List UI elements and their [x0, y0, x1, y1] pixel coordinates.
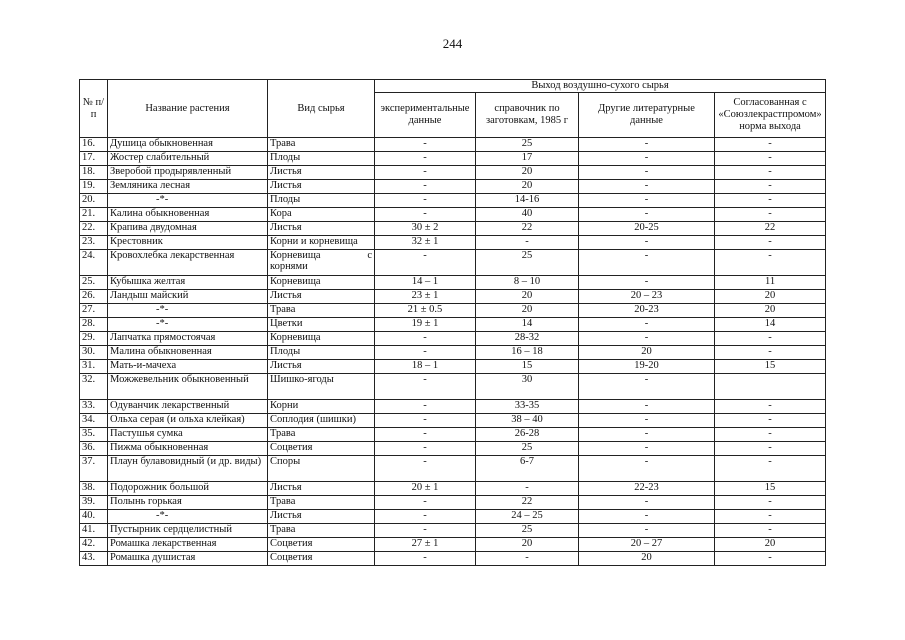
raw-material-type: Трава — [268, 138, 375, 152]
approved-norm-value: 20 — [715, 290, 826, 304]
reference-value: 20 — [476, 304, 579, 318]
experimental-value: - — [375, 510, 476, 524]
literature-value: - — [579, 152, 715, 166]
reference-value: 26-28 — [476, 428, 579, 442]
reference-value: 25 — [476, 250, 579, 276]
approved-norm-value: - — [715, 250, 826, 276]
row-number: 27. — [80, 304, 108, 318]
reference-value: 14-16 — [476, 194, 579, 208]
header-other-literature: Другие литературные данные — [579, 93, 715, 138]
approved-norm-value: - — [715, 442, 826, 456]
plant-name: Плаун булавовидный (и др. виды) — [108, 456, 268, 482]
table-row — [80, 208, 826, 222]
experimental-value: 19 ± 1 — [375, 318, 476, 332]
raw-material-type: Корни и корневища — [268, 236, 375, 250]
table-row — [80, 428, 826, 442]
table-row — [80, 442, 826, 456]
reference-value: 15 — [476, 360, 579, 374]
raw-material-type: Листья — [268, 290, 375, 304]
raw-material-type: Трава — [268, 428, 375, 442]
raw-material-type: Кора — [268, 208, 375, 222]
literature-value: 20 – 23 — [579, 290, 715, 304]
raw-material-type: Плоды — [268, 152, 375, 166]
reference-value: 33-35 — [476, 400, 579, 414]
reference-value: 25 — [476, 138, 579, 152]
row-number: 43. — [80, 552, 108, 566]
literature-value: - — [579, 166, 715, 180]
table-row — [80, 152, 826, 166]
approved-norm-value: 22 — [715, 222, 826, 236]
header-plant-name: Название растения — [108, 80, 268, 138]
reference-value: 14 — [476, 318, 579, 332]
table-row — [80, 304, 826, 318]
plant-name: Земляника лесная — [108, 180, 268, 194]
raw-material-type: Соплодия (шишки) — [268, 414, 375, 428]
raw-material-type-part: с — [367, 250, 372, 261]
approved-norm-value: - — [715, 194, 826, 208]
experimental-value: - — [375, 400, 476, 414]
experimental-value: - — [375, 332, 476, 346]
row-number: 24. — [80, 250, 108, 276]
header-experimental: экспериментальные данные — [375, 93, 476, 138]
reference-value: 20 — [476, 290, 579, 304]
reference-value: 20 — [476, 180, 579, 194]
approved-norm-value: - — [715, 236, 826, 250]
literature-value: - — [579, 428, 715, 442]
raw-material-type: Листья — [268, 510, 375, 524]
row-number: 33. — [80, 400, 108, 414]
literature-value: 20-25 — [579, 222, 715, 236]
table-row — [80, 194, 826, 208]
table-row — [80, 290, 826, 304]
reference-value: 24 – 25 — [476, 510, 579, 524]
reference-value: 25 — [476, 442, 579, 456]
experimental-value: - — [375, 428, 476, 442]
experimental-value: - — [375, 552, 476, 566]
reference-value: - — [476, 236, 579, 250]
literature-value: - — [579, 180, 715, 194]
approved-norm-value: 20 — [715, 538, 826, 552]
reference-value: 40 — [476, 208, 579, 222]
row-number: 19. — [80, 180, 108, 194]
literature-value: 22-23 — [579, 482, 715, 496]
page-number: 244 — [442, 36, 463, 51]
reference-value: 8 – 10 — [476, 276, 579, 290]
raw-material-type: Шишко-ягоды — [268, 374, 375, 400]
raw-material-type: Соцветия — [268, 538, 375, 552]
row-number: 38. — [80, 482, 108, 496]
experimental-value: - — [375, 346, 476, 360]
approved-norm-value: 15 — [715, 360, 826, 374]
reference-value: 16 – 18 — [476, 346, 579, 360]
literature-value: - — [579, 442, 715, 456]
row-number: 26. — [80, 290, 108, 304]
literature-value: 20-23 — [579, 304, 715, 318]
raw-material-type: Листья — [268, 222, 375, 236]
experimental-value: - — [375, 456, 476, 482]
literature-value: - — [579, 510, 715, 524]
plant-name: Мать-и-мачеха — [108, 360, 268, 374]
approved-norm-value: - — [715, 456, 826, 482]
reference-value: 22 — [476, 496, 579, 510]
plant-name: -*- — [108, 194, 268, 208]
reference-value: 20 — [476, 166, 579, 180]
experimental-value: - — [375, 208, 476, 222]
approved-norm-value: - — [715, 166, 826, 180]
reference-value: 25 — [476, 524, 579, 538]
experimental-value: 27 ± 1 — [375, 538, 476, 552]
approved-norm-value: - — [715, 496, 826, 510]
raw-material-type: Соцветия — [268, 442, 375, 456]
table-row — [80, 332, 826, 346]
approved-norm-value: - — [715, 552, 826, 566]
table-row — [80, 482, 826, 496]
raw-material-type: Корневища — [268, 332, 375, 346]
experimental-value: - — [375, 250, 476, 276]
experimental-value: - — [375, 496, 476, 510]
experimental-value: - — [375, 374, 476, 400]
row-number: 35. — [80, 428, 108, 442]
header-number: № п/п — [80, 80, 108, 138]
experimental-value: - — [375, 524, 476, 538]
plant-name: Ландыш майский — [108, 290, 268, 304]
reference-value: 22 — [476, 222, 579, 236]
plant-name: Пижма обыкновенная — [108, 442, 268, 456]
plant-name: Пустырник сердцелистный — [108, 524, 268, 538]
reference-value: - — [476, 552, 579, 566]
experimental-value: - — [375, 194, 476, 208]
plant-name: Крестовник — [108, 236, 268, 250]
literature-value: - — [579, 332, 715, 346]
approved-norm-value: - — [715, 332, 826, 346]
plant-name: Крапива двудомная — [108, 222, 268, 236]
approved-norm-value: - — [715, 180, 826, 194]
table-row — [80, 524, 826, 538]
raw-material-yield-table — [79, 79, 826, 566]
literature-value: - — [579, 456, 715, 482]
raw-material-type: Плоды — [268, 346, 375, 360]
experimental-value: - — [375, 180, 476, 194]
table-row — [80, 222, 826, 236]
experimental-value: - — [375, 138, 476, 152]
row-number: 28. — [80, 318, 108, 332]
reference-value: 17 — [476, 152, 579, 166]
raw-material-type: Трава — [268, 496, 375, 510]
literature-value: - — [579, 194, 715, 208]
literature-value: 20 — [579, 346, 715, 360]
experimental-value: - — [375, 166, 476, 180]
reference-value: 38 – 40 — [476, 414, 579, 428]
table-row — [80, 510, 826, 524]
plant-name: Подорожник большой — [108, 482, 268, 496]
plant-name: Кровохлебка лекарственная — [108, 250, 268, 276]
reference-value: 6-7 — [476, 456, 579, 482]
raw-material-type-part: Корневища — [270, 250, 321, 261]
row-number: 20. — [80, 194, 108, 208]
plant-name: Душица обыкновенная — [108, 138, 268, 152]
approved-norm-value: - — [715, 208, 826, 222]
row-number: 31. — [80, 360, 108, 374]
plant-name: Полынь горькая — [108, 496, 268, 510]
raw-material-type: Плоды — [268, 194, 375, 208]
literature-value: - — [579, 374, 715, 400]
reference-value: 30 — [476, 374, 579, 400]
approved-norm-value: - — [715, 414, 826, 428]
table-row — [80, 538, 826, 552]
experimental-value: - — [375, 442, 476, 456]
row-number: 36. — [80, 442, 108, 456]
raw-material-type — [268, 250, 375, 276]
plant-name: -*- — [108, 318, 268, 332]
row-number: 34. — [80, 414, 108, 428]
row-number: 22. — [80, 222, 108, 236]
reference-value: 20 — [476, 538, 579, 552]
raw-material-type: Листья — [268, 360, 375, 374]
row-number: 21. — [80, 208, 108, 222]
plant-name: Ромашка душистая — [108, 552, 268, 566]
raw-material-type: Трава — [268, 304, 375, 318]
approved-norm-value: - — [715, 524, 826, 538]
table-row — [80, 374, 826, 400]
approved-norm-value: - — [715, 400, 826, 414]
table-row — [80, 180, 826, 194]
plant-name: Калина обыкновенная — [108, 208, 268, 222]
table-row — [80, 276, 826, 290]
row-number: 39. — [80, 496, 108, 510]
approved-norm-value: 11 — [715, 276, 826, 290]
reference-value: - — [476, 482, 579, 496]
approved-norm-value: 20 — [715, 304, 826, 318]
experimental-value: 14 – 1 — [375, 276, 476, 290]
approved-norm-value: - — [715, 346, 826, 360]
row-number: 41. — [80, 524, 108, 538]
plant-name: Жостер слабительный — [108, 152, 268, 166]
table-row — [80, 400, 826, 414]
literature-value: 19-20 — [579, 360, 715, 374]
table-row — [80, 360, 826, 374]
literature-value: - — [579, 496, 715, 510]
row-number: 25. — [80, 276, 108, 290]
approved-norm-value: 15 — [715, 482, 826, 496]
table-row — [80, 250, 826, 276]
literature-value: - — [579, 250, 715, 276]
approved-norm-value: - — [715, 428, 826, 442]
raw-material-type-part: корнями — [270, 261, 308, 272]
approved-norm-value: 14 — [715, 318, 826, 332]
table-row — [80, 552, 826, 566]
plant-name: Малина обыкновенная — [108, 346, 268, 360]
raw-material-type: Цветки — [268, 318, 375, 332]
literature-value: - — [579, 318, 715, 332]
reference-value: 28-32 — [476, 332, 579, 346]
literature-value: - — [579, 276, 715, 290]
table-row — [80, 346, 826, 360]
plant-name: Ольха серая (и ольха клейкая) — [108, 414, 268, 428]
plant-name: -*- — [108, 304, 268, 318]
raw-material-type: Соцветия — [268, 552, 375, 566]
literature-value: - — [579, 208, 715, 222]
raw-material-type: Корни — [268, 400, 375, 414]
raw-material-type: Трава — [268, 524, 375, 538]
header-reference-1985: справочник по заготовкам, 1985 г — [476, 93, 579, 138]
table-row — [80, 166, 826, 180]
table-row — [80, 456, 826, 482]
row-number: 16. — [80, 138, 108, 152]
plant-name: Лапчатка прямостоячая — [108, 332, 268, 346]
row-number: 29. — [80, 332, 108, 346]
approved-norm-value: - — [715, 138, 826, 152]
raw-material-type: Споры — [268, 456, 375, 482]
table-row — [80, 318, 826, 332]
literature-value: - — [579, 524, 715, 538]
row-number: 23. — [80, 236, 108, 250]
row-number: 30. — [80, 346, 108, 360]
raw-material-type: Корневища — [268, 276, 375, 290]
literature-value: - — [579, 414, 715, 428]
raw-material-type: Листья — [268, 482, 375, 496]
experimental-value: 30 ± 2 — [375, 222, 476, 236]
literature-value: - — [579, 400, 715, 414]
plant-name: Ромашка лекарственная — [108, 538, 268, 552]
experimental-value: 18 – 1 — [375, 360, 476, 374]
plant-name: Кубышка желтая — [108, 276, 268, 290]
approved-norm-value — [715, 374, 826, 400]
header-yield-group: Выход воздушно-сухого сырья — [375, 80, 826, 93]
plant-name: -*- — [108, 510, 268, 524]
approved-norm-value: - — [715, 510, 826, 524]
plant-name: Пастушья сумка — [108, 428, 268, 442]
table-row — [80, 138, 826, 152]
table-row — [80, 414, 826, 428]
row-number: 17. — [80, 152, 108, 166]
plant-name: Можжевельник обыкновенный — [108, 374, 268, 400]
literature-value: - — [579, 236, 715, 250]
experimental-value: 32 ± 1 — [375, 236, 476, 250]
literature-value: 20 — [579, 552, 715, 566]
literature-value: - — [579, 138, 715, 152]
raw-material-type: Листья — [268, 180, 375, 194]
row-number: 32. — [80, 374, 108, 400]
header-approved-norm: Согласованная с «Союзлекрастпромом» норма выхода — [715, 93, 826, 138]
experimental-value: - — [375, 152, 476, 166]
header-raw-type: Вид сырья — [268, 80, 375, 138]
plant-name: Одуванчик лекарственный — [108, 400, 268, 414]
plant-name: Зверобой продырявленный — [108, 166, 268, 180]
table-row — [80, 236, 826, 250]
approved-norm-value: - — [715, 152, 826, 166]
row-number: 37. — [80, 456, 108, 482]
row-number: 18. — [80, 166, 108, 180]
experimental-value: 23 ± 1 — [375, 290, 476, 304]
literature-value: 20 – 27 — [579, 538, 715, 552]
raw-material-type: Листья — [268, 166, 375, 180]
experimental-value: 21 ± 0.5 — [375, 304, 476, 318]
table-row — [80, 496, 826, 510]
row-number: 40. — [80, 510, 108, 524]
row-number: 42. — [80, 538, 108, 552]
table-body — [80, 138, 826, 566]
experimental-value: 20 ± 1 — [375, 482, 476, 496]
experimental-value: - — [375, 414, 476, 428]
